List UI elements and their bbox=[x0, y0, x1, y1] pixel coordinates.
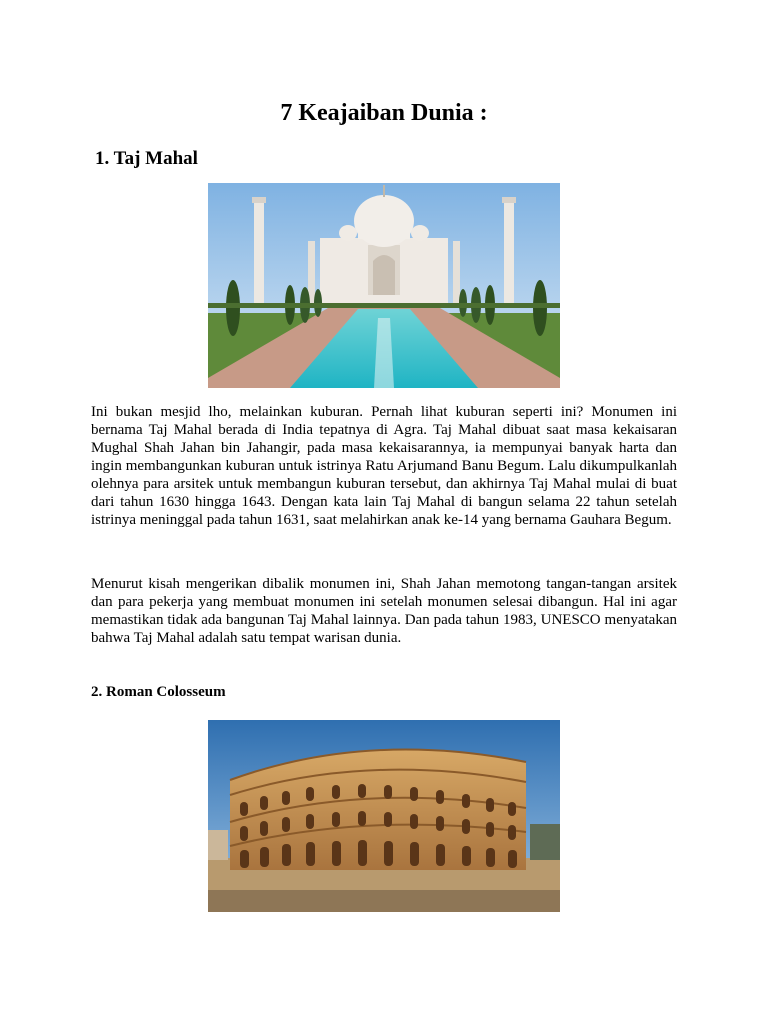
taj-mahal-photo bbox=[208, 183, 560, 388]
roman-colosseum-photo bbox=[208, 720, 560, 912]
section-heading-taj-mahal: 1. Taj Mahal bbox=[95, 148, 198, 169]
document-title: 7 Keajaiban Dunia : bbox=[280, 100, 488, 126]
taj-mahal-paragraph-1: Ini bukan mesjid lho, melainkan kuburan. Pernah lihat kuburan seperti ini? Monumen ini bernama Taj Mahal berada di India tepatnya di Agra. Taj Mahal dibuat saat masa kekaisaran Mughal Shah Jahan bin Jahangir, pada masa kekaisarannya, ia mempunyai banyak harta dan ingin membangunkan kuburan untuk istrinya Ratu Arjumand Banu Begum. Lalu dikumpulkanlah olehnya para arsitek untuk membangun kuburan tersebut, dan akhirnya Taj Mahal mulai di buat dari tahun 1630 hingga 1643. Dengan kata lain Taj Mahal di bangun selama 22 tahun setelah istrinya meninggal pada tahun 1631, saat melahirkan anak ke-14 yang bernama Gauhara Begum. bbox=[91, 404, 677, 528]
section-heading-roman-colosseum: 2. Roman Colosseum bbox=[91, 684, 226, 700]
taj-mahal-paragraph-2: Menurut kisah mengerikan dibalik monumen ini, Shah Jahan memotong tangan-tangan arsitek dan para pekerja yang membuat monumen ini setelah monumen selesai dibangun. Hal ini agar memastikan tidak ada bangunan Taj Mahal lainnya. Dan pada tahun 1983, UNESCO menyatakan bahwa Taj Mahal adalah satu tempat warisan dunia. bbox=[91, 576, 677, 646]
